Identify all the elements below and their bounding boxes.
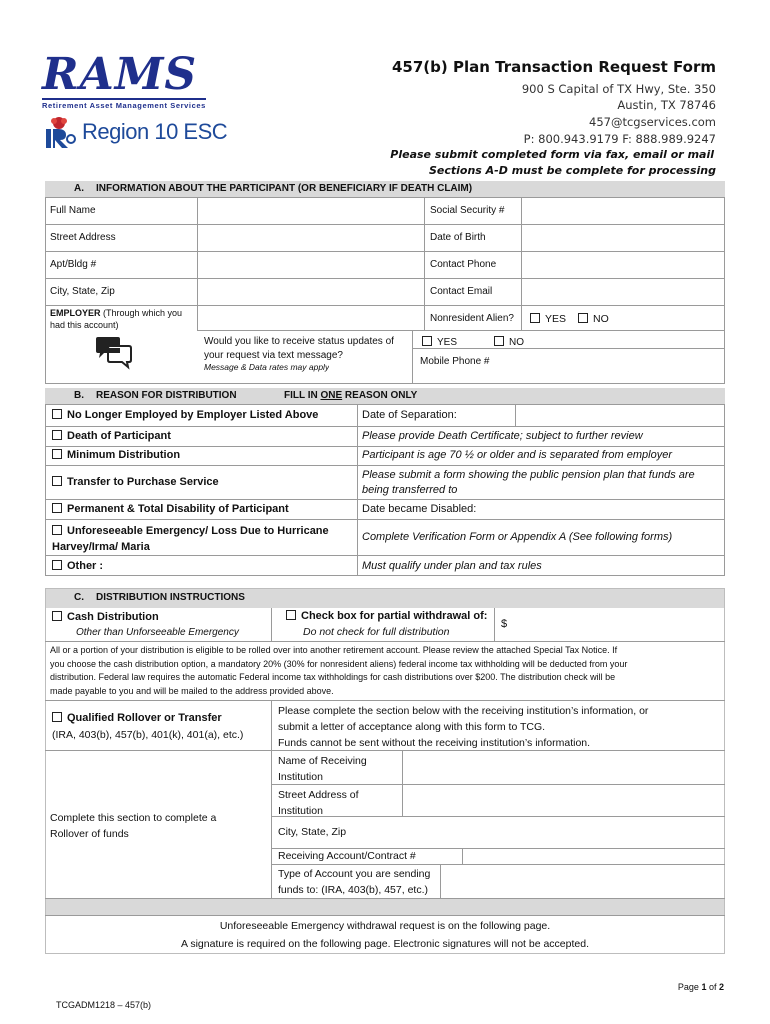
cash-distribution-label: Cash Distribution [67,611,159,623]
institution-street-line-1: Street Address of [278,789,359,801]
full-name-label: Full Name [50,205,96,216]
sections-instruction: Sections A-D must be complete for processing [428,164,716,177]
address-line-2: Austin, TX 78746 [617,98,716,112]
chat-bubbles-icon [94,336,134,370]
reason-note: Please provide Death Certificate; subject to further review [362,430,643,442]
page-mid: of [706,982,719,992]
receiving-institution-name-line-2: Institution [278,771,323,783]
complete-rollover-line-2: Rollover of funds [50,828,129,840]
text-updates-yes[interactable] [422,336,457,349]
rams-logo-text: RAMS [42,49,198,100]
checkbox-icon[interactable] [52,430,62,440]
reason-other[interactable] [52,560,103,572]
signature-required-note: A signature is required on the following page. Electronic signatures will not be accepted. [181,938,589,950]
city-field[interactable] [198,279,424,305]
reason-note-line-1: Please submit a form showing the public pension plan that funds are [362,469,695,481]
fill-one-pre: FILL IN [284,390,321,401]
partial-withdrawal-label: Check box for partial withdrawal of: [301,610,488,622]
form-code: TCGADM1218 – 457(b) [56,1000,152,1010]
checkbox-icon[interactable] [422,336,432,346]
contact-email-field[interactable] [522,279,724,305]
institution-street-label [278,787,359,819]
rams-logo [42,49,212,112]
reason-note: Date became Disabled: [362,503,477,515]
checkbox-icon[interactable] [494,336,504,346]
phone-fax: P: 800.943.9179 F: 888.989.9247 [523,132,716,146]
apt-label: Apt/Bldg # [50,259,97,270]
employer-label [50,307,182,331]
address-line-1: 900 S Capital of TX Hwy, Ste. 350 [521,82,716,96]
partial-withdrawal-option[interactable] [286,610,487,622]
section-c-letter: C. [74,592,84,603]
receiving-institution-name-field[interactable] [403,751,724,784]
page-number [678,981,724,993]
reason-label-line-2: Harvey/Irma/ Maria [52,541,150,553]
page-pre: Page [677,982,702,992]
reason-note [362,468,695,498]
checkbox-icon[interactable] [52,560,62,570]
employer-label-rest: (Through which you [100,308,183,318]
ssn-field[interactable] [522,198,724,224]
rollover-option[interactable] [52,712,222,724]
account-type-field[interactable] [441,865,724,898]
account-type-label [278,866,430,898]
reason-label: Permanent & Total Disability of Participant [67,503,289,515]
region10-logo [42,115,228,151]
reason-label: Other : [67,560,104,572]
checkbox-icon[interactable] [52,503,62,513]
partial-amount-dollar: $ [501,618,508,630]
fill-one-reason [284,390,417,402]
section-c-title: DISTRIBUTION INSTRUCTIONS [96,592,245,603]
text-updates-line-1: Would you like to receive status updates of [204,336,394,347]
section-c-gray-strip [46,899,724,915]
form-title: 457(b) Plan Transaction Request Form [392,58,716,76]
tax-notice-line: All or a portion of your distribution is eligible to be rolled over into another retirement account. Please review the attached Special Tax Notice. If [50,645,618,655]
receiving-institution-name-line-1: Name of Receiving [278,755,367,767]
text-updates-line-2: your request via text message? [204,350,343,361]
reason-label: Unforeseeable Emergency/ Loss Due to Hurricane [67,525,329,537]
cash-distribution-option[interactable] [52,611,159,623]
institution-city-field[interactable] [403,817,724,848]
fill-one-post: REASON ONLY [342,390,418,401]
section-b-letter: B. [74,390,84,401]
reason-note: Complete Verification Form or Appendix A (See following forms) [362,531,673,543]
reason-note: Date of Separation: [362,409,457,421]
receiving-institution-name-label [278,753,367,785]
text-updates-yes-label: YES [437,337,458,348]
contact-phone-field[interactable] [522,252,724,278]
cash-distribution-note: Other than Unforseeable Emergency [76,627,239,638]
rollover-instructions-line-3: Funds cannot be sent without the receiving institution’s information. [278,737,591,749]
unforeseeable-emergency-note: Unforeseeable Emergency withdrawal request is on the following page. [219,920,551,932]
street-address-label: Street Address [50,232,116,243]
contact-phone-label: Contact Phone [430,259,497,270]
full-name-field[interactable] [198,198,424,224]
rollover-label: Qualified Rollover or Transfer [67,712,222,724]
reason-minimum-distribution[interactable] [52,449,180,461]
checkbox-icon[interactable] [286,610,296,620]
account-type-line-1: Type of Account you are sending [278,868,431,880]
tax-notice-line: distribution. Federal law requires the automatic Federal income tax withholdings for cash distributions over $200. The distribution check will be [50,672,616,682]
receiving-account-field[interactable] [463,849,724,864]
nonresident-yes-label: YES [545,313,567,325]
mobile-phone-label: Mobile Phone # [420,356,490,367]
partial-withdrawal-note: Do not check for full distribution [303,626,450,638]
employer-field[interactable] [198,306,424,330]
dob-field[interactable] [522,225,724,251]
checkbox-icon[interactable] [52,409,62,419]
checkbox-icon[interactable] [578,313,588,323]
nonresident-label: Nonresident Alien? [430,313,514,324]
text-updates-no-label: NO [509,337,524,348]
fill-one-emph: ONE [320,390,343,401]
institution-city-label: City, State, Zip [278,826,347,838]
reason-label: Transfer to Purchase Service [67,476,219,488]
submit-instruction: Please submit completed form via fax, email or mail [390,148,714,161]
checkbox-icon[interactable] [52,449,62,459]
rams-logo-tagline: Retirement Asset Management Services [42,98,206,110]
page-current: 1 [701,982,707,992]
institution-street-line-2: Institution [278,805,323,817]
reason-note: Must qualify under plan and tax rules [362,560,542,572]
reason-note-line-2: being transferred to [362,484,458,496]
apt-field[interactable] [198,252,424,278]
reason-unforeseeable-emergency[interactable] [52,523,329,555]
reason-transfer-purchase-service[interactable] [52,476,219,488]
street-address-field[interactable] [198,225,424,251]
ssn-label: Social Security # [430,205,505,216]
nonresident-yes[interactable] [530,313,566,325]
section-b-title: REASON FOR DISTRIBUTION [96,390,237,401]
reason-label: Death of Participant [67,430,171,442]
employer-label-rest-2: had this account) [50,320,119,330]
region10-logo-text: Region 10 ESC [82,119,228,144]
nonresident-no-label: NO [593,313,609,325]
partial-amount-field[interactable] [510,609,724,641]
city-label: City, State, Zip [50,286,115,297]
checkbox-icon[interactable] [530,313,540,323]
rollover-types: (IRA, 403(b), 457(b), 401(k), 401(a), etc.) [52,729,244,741]
dob-label: Date of Birth [430,232,486,243]
reason-label: Minimum Distribution [67,449,181,461]
reason-disability[interactable] [52,503,289,515]
institution-street-field[interactable] [403,785,724,816]
nonresident-no[interactable] [578,313,609,325]
checkbox-icon[interactable] [52,525,62,535]
employer-label-bold: EMPLOYER [50,308,101,318]
rates-note: Message & Data rates may apply [204,362,330,372]
rollover-instructions [278,703,648,751]
reason-no-longer-employed[interactable] [52,409,318,421]
text-updates-question [204,335,394,363]
text-updates-no[interactable] [494,336,524,349]
region10-emblem-icon [42,115,76,149]
checkbox-icon[interactable] [52,476,62,486]
date-of-separation-field[interactable] [516,405,724,426]
reason-death[interactable] [52,430,171,442]
checkbox-icon[interactable] [52,712,62,722]
mobile-phone-field[interactable] [522,349,724,383]
reason-label: No Longer Employed by Employer Listed Above [67,409,319,421]
receiving-account-label: Receiving Account/Contract # [278,850,416,862]
tax-notice-line: you choose the cash distribution option, a mandatory 20% (30% for nonresident aliens) federal income tax withholding will be deducted from your [50,658,628,669]
complete-rollover-line-1: Complete this section to complete a [50,812,217,824]
contact-email[interactable]: 457@tcgservices.com [589,115,716,129]
tax-notice-paragraph [50,644,627,698]
account-type-line-2: funds to: (IRA, 403(b), 457, etc.) [278,884,428,896]
contact-email-label: Contact Email [430,286,493,297]
complete-rollover-section-note [50,810,216,842]
tax-notice-line: made payable to you and will be mailed to the address provided above. [50,685,334,696]
rollover-instructions-line-2: submit a letter of acceptance along with this form to TCG. [278,721,546,733]
rollover-instructions-line-1: Please complete the section below with the receiving institution’s information, or [278,705,649,717]
section-a-title: INFORMATION ABOUT THE PARTICIPANT (OR BENEFICIARY IF DEATH CLAIM) [96,183,473,194]
checkbox-icon[interactable] [52,611,62,621]
page-total: 2 [718,982,724,992]
reason-note: Participant is age 70 ½ or older and is separated from employer [362,449,672,461]
section-a-letter: A. [74,183,84,194]
